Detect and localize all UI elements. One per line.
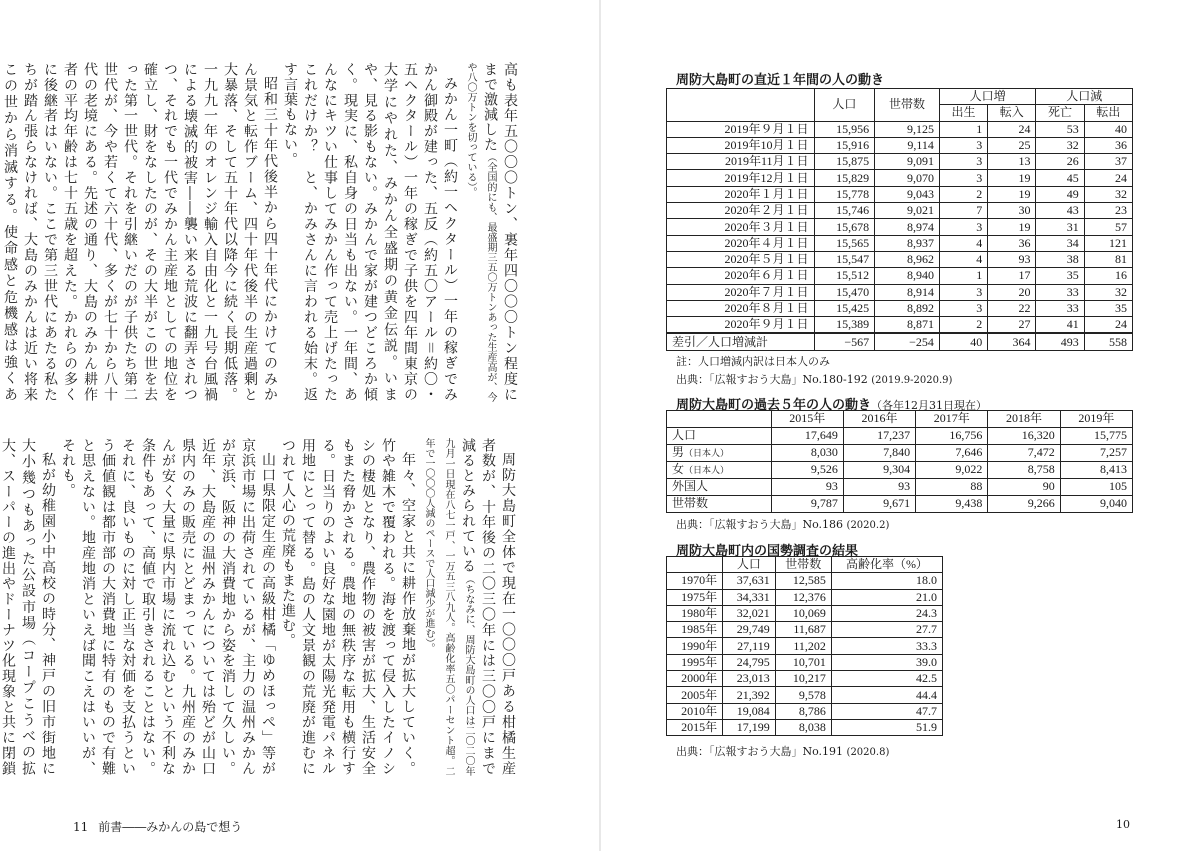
table1-row [667, 284, 1133, 300]
table1-row [667, 268, 1133, 284]
table3-value-cell: 21,392 [723, 687, 776, 703]
table1-value-cell: 24 [1084, 317, 1132, 334]
table3-row [667, 719, 943, 735]
table3-row [667, 622, 943, 638]
table1-value-cell: 9,114 [875, 137, 940, 153]
table1-value-cell: 15,512 [814, 268, 875, 284]
table1-value-cell: 53 [1036, 121, 1084, 137]
table1-date-cell: 2020年７月１日 [667, 284, 815, 300]
table2-value-cell: 7,472 [988, 444, 1060, 461]
table2-row-label-text: 世帯数 [672, 495, 709, 510]
table1-value-cell: 3 [939, 137, 987, 153]
table3-source [676, 743, 889, 759]
table1-value-cell: 8,892 [875, 300, 940, 316]
table1-value-cell: 32 [1084, 284, 1132, 300]
table1-header-decrease: 人口減 [1036, 89, 1133, 105]
table1-date-cell: 2020年４月１日 [667, 235, 815, 251]
table1-date-cell: 2020年８月１日 [667, 300, 815, 316]
table3-value-cell: 9,578 [775, 687, 831, 703]
table1-value-cell: 8,940 [875, 268, 940, 284]
table1-value-cell: 19 [988, 219, 1036, 235]
table3-source-text: 出典：「広報すおう大島」No.191 [676, 745, 844, 758]
table1-header-increase: 人口増 [939, 89, 1036, 105]
paragraph-note: （全国的にも、最盛期三五〇万トンあった生産高が、今や八〇万トンを切っている）。 [465, 62, 496, 402]
table2-row-label-text: 男 [672, 444, 685, 459]
table1-value-cell: 27 [988, 317, 1036, 334]
table1-note: 註：人口増減内訳は日本人のみ [676, 355, 830, 368]
table1-value-cell: 34 [1036, 235, 1084, 251]
table1-value-cell: 41 [1036, 317, 1084, 334]
table1-value-cell: 9,070 [875, 170, 940, 186]
table3-row [667, 687, 943, 703]
table3-row [667, 638, 943, 654]
table2-source-period: (2020.2) [846, 520, 890, 531]
table1-value-cell: 38 [1036, 251, 1084, 267]
table1-value-cell: 15,916 [814, 137, 875, 153]
table3-year-cell: 2005年 [667, 687, 723, 703]
table3-value-cell: 44.4 [831, 687, 942, 703]
table3-row [667, 654, 943, 670]
table2-header-blank [667, 411, 772, 428]
table1-value-cell: 8,974 [875, 219, 940, 235]
table1-source-period: (2019.9-2020.9) [871, 375, 953, 386]
table3-value-cell: 17,199 [723, 719, 776, 735]
table1-value-cell: 121 [1084, 235, 1132, 251]
table1-value-cell: 37 [1084, 154, 1132, 170]
table3-year-cell: 2000年 [667, 671, 723, 687]
table2-value-cell: 8,758 [988, 461, 1060, 478]
table3-row [667, 589, 943, 605]
table3-source-period: (2020.8) [846, 747, 890, 758]
table1-value-cell: 24 [988, 121, 1036, 137]
table1-value-cell: 3 [939, 300, 987, 316]
paragraph: 私が幼稚園小中高校の時分、神戸の旧市街地に大小幾つもあった公設市場（コープこうべの拡大、スーパーの進出やドーナツ化現象と共に閉鎖 [0, 438, 56, 776]
table3-value-cell: 10,701 [775, 654, 831, 670]
table1 [666, 88, 1133, 351]
table2-header-year: 2019年 [1060, 411, 1132, 428]
table1-value-cell: 19 [988, 186, 1036, 202]
table1-value-cell: 15,547 [814, 251, 875, 267]
table1-row [667, 137, 1133, 153]
paragraph [460, 62, 520, 402]
table2-title-text: 周防大島町の過去５年の人の動き [676, 398, 872, 413]
table3-value-cell: 21.0 [831, 589, 942, 605]
table1-value-cell: 15,875 [814, 154, 875, 170]
table3-body [667, 573, 943, 736]
table2-value-cell: 7,646 [916, 444, 988, 461]
table1-value-cell: 9,043 [875, 186, 940, 202]
table1-total-row [667, 333, 1133, 350]
table3-value-cell: 33.3 [831, 638, 942, 654]
table1-value-cell: 22 [988, 300, 1036, 316]
table1-value-cell: 36 [1084, 137, 1132, 153]
table3-row [667, 671, 943, 687]
table1-value-cell: 15,425 [814, 300, 875, 316]
table2-row [667, 444, 1133, 461]
table3-header-population: 人口 [723, 557, 776, 573]
table3-value-cell: 19,084 [723, 703, 776, 719]
table1-row [667, 170, 1133, 186]
table2-header-year: 2016年 [843, 411, 915, 428]
table2-row-label [667, 495, 772, 512]
table1-value-cell: 24 [1084, 170, 1132, 186]
table1-header-birth: 出生 [939, 105, 987, 121]
table1-row [667, 154, 1133, 170]
table3-value-cell: 32,021 [723, 605, 776, 621]
table2-row-label-note: （日本人） [684, 447, 730, 458]
table1-value-cell: 7 [939, 203, 987, 219]
table3-value-cell: 11,687 [775, 622, 831, 638]
table3-value-cell: 8,038 [775, 719, 831, 735]
table2-value-cell: 9,787 [771, 495, 843, 512]
table1-value-cell: 32 [1084, 186, 1132, 202]
table2-value-cell: 9,671 [843, 495, 915, 512]
table1-value-cell: 43 [1036, 203, 1084, 219]
table1-value-cell: 8,871 [875, 317, 940, 334]
table1-row [667, 300, 1133, 316]
table3-year-cell: 1980年 [667, 605, 723, 621]
table2-value-cell: 9,040 [1060, 495, 1132, 512]
table1-value-cell: 3 [939, 170, 987, 186]
table3-value-cell: 12,376 [775, 589, 831, 605]
table1-value-cell: 31 [1036, 219, 1084, 235]
table3-value-cell: 42.5 [831, 671, 942, 687]
table1-source-text: 出典：「広報すおう大島」No.180-192 [676, 373, 868, 386]
table3-year-cell: 2010年 [667, 703, 723, 719]
table2-body [667, 427, 1133, 512]
table3-value-cell: 18.0 [831, 573, 942, 589]
paragraph [418, 438, 518, 776]
table1-value-cell: 16 [1084, 268, 1132, 284]
table1-value-cell: 36 [988, 235, 1036, 251]
page-gutter [599, 0, 601, 851]
table1-date-cell: 2020年９月１日 [667, 317, 815, 334]
table1-row [667, 219, 1133, 235]
table1-value-cell: 30 [988, 203, 1036, 219]
page-number: 11 [73, 820, 89, 834]
table3-value-cell: 39.0 [831, 654, 942, 670]
table2-value-cell: 9,266 [988, 495, 1060, 512]
table2-value-cell: 17,237 [843, 427, 915, 444]
table3-value-cell: 10,069 [775, 605, 831, 621]
table2-row-label [667, 461, 772, 478]
table1-value-cell: 3 [939, 154, 987, 170]
table1-row [667, 251, 1133, 267]
table2-value-cell: 93 [843, 478, 915, 495]
table1-value-cell: 81 [1084, 251, 1132, 267]
running-title: 前書――みかんの島で想う [98, 820, 243, 834]
table1-value-cell: 15,678 [814, 219, 875, 235]
table1-value-cell: 4 [939, 235, 987, 251]
table2-header-year: 2015年 [771, 411, 843, 428]
table2-source-text: 出典：「広報すおう大島」No.186 [676, 518, 844, 531]
table1-value-cell: 2 [939, 186, 987, 202]
table3-value-cell: 27,119 [723, 638, 776, 654]
table2-header-year: 2017年 [916, 411, 988, 428]
table1-date-cell: 2019年10月１日 [667, 137, 815, 153]
table2-value-cell: 16,320 [988, 427, 1060, 444]
table2-header-year: 2018年 [988, 411, 1060, 428]
paragraph-text: 周防大島町全体で現在一〇〇〇戸ある柑橘生産者数が、十年後の二〇三〇年には三〇〇戸にまで減るとみられている [460, 438, 516, 776]
table1-value-cell: 45 [1036, 170, 1084, 186]
table1-body [667, 121, 1133, 350]
table2-value-cell: 8,413 [1060, 461, 1132, 478]
table2-value-cell: 88 [916, 478, 988, 495]
table3 [666, 556, 943, 736]
table3-value-cell: 51.9 [831, 719, 942, 735]
table3-value-cell: 11,202 [775, 638, 831, 654]
table2-value-cell: 9,438 [916, 495, 988, 512]
lower-text-block [0, 438, 518, 777]
table2-row [667, 461, 1133, 478]
table3-value-cell: 27.7 [831, 622, 942, 638]
table1-value-cell: 15,829 [814, 170, 875, 186]
table2-value-cell: 16,756 [916, 427, 988, 444]
table1-value-cell: 9,021 [875, 203, 940, 219]
table1-value-cell: 15,956 [814, 121, 875, 137]
table3-year-cell: 1985年 [667, 622, 723, 638]
table1-value-cell: 25 [988, 137, 1036, 153]
table1-value-cell: 93 [988, 251, 1036, 267]
table3-row [667, 605, 943, 621]
table1-row [667, 317, 1133, 334]
table1-value-cell: 15,778 [814, 186, 875, 202]
table2-value-cell: 7,840 [843, 444, 915, 461]
table2 [666, 410, 1133, 513]
table2-value-cell: 8,030 [771, 444, 843, 461]
table1-value-cell: 57 [1084, 219, 1132, 235]
table1-value-cell: 15,746 [814, 203, 875, 219]
table2-row-label-text: 外国人 [672, 478, 709, 493]
table1-date-cell: 2019年９月１日 [667, 121, 815, 137]
paragraph: 山口県限定生産の高級柑橘「ゆめほっぺ」等が京浜市場に出荷されているが、主力の温州みかんが京浜、阪神の大消費地から姿を消して久しい。近年、大島産の温州みかんについては殆どが山口県内のみの販売にとどまっている。九州産のみかんが安く大量に県内市場に流れ込むという不利な条件もあって、高値で取引きされることはない。それに、良いものに対し正当な対価を支払うという価値観は都市部の大消費地に特有のもので有難と思えない。地産地消といえば聞こえはいいが、それも。 [60, 438, 276, 776]
table1-value-cell: 49 [1036, 186, 1084, 202]
table3-year-cell: 1995年 [667, 654, 723, 670]
table1-total-value: 364 [988, 333, 1036, 350]
table1-row [667, 121, 1133, 137]
table3-value-cell: 12,585 [775, 573, 831, 589]
table2-row-label [667, 478, 772, 495]
table1-date-cell: 2020年２月１日 [667, 203, 815, 219]
table3-value-cell: 10,217 [775, 671, 831, 687]
table1-row [667, 235, 1133, 251]
table3-title: 周防大島町内の国勢調査の結果 [676, 544, 859, 559]
table1-date-cell: 2019年12月１日 [667, 170, 815, 186]
table3-header-blank [667, 557, 723, 573]
table1-value-cell: 40 [1084, 121, 1132, 137]
table1-value-cell: 8,937 [875, 235, 940, 251]
table1-value-cell: 1 [939, 121, 987, 137]
table1-header-population: 人口 [814, 89, 875, 122]
table3-value-cell: 47.7 [831, 703, 942, 719]
table1-value-cell: 1 [939, 268, 987, 284]
table1-value-cell: 35 [1036, 268, 1084, 284]
table2-source [676, 516, 889, 532]
paragraph-text: 高も表年五〇〇〇トン、裏年四〇〇〇トン程度にまで激減した [482, 62, 518, 402]
table1-total-value: −567 [814, 333, 875, 350]
table2-row-label-text: 女 [672, 461, 685, 476]
table2-value-cell: 7,257 [1060, 444, 1132, 461]
table1-value-cell: 19 [988, 170, 1036, 186]
table1-value-cell: 26 [1036, 154, 1084, 170]
table2-row [667, 495, 1133, 512]
table3-value-cell: 24,795 [723, 654, 776, 670]
table1-value-cell: 15,470 [814, 284, 875, 300]
table1-value-cell: 8,962 [875, 251, 940, 267]
table3-value-cell: 29,749 [723, 622, 776, 638]
table1-value-cell: 9,125 [875, 121, 940, 137]
table1-value-cell: 17 [988, 268, 1036, 284]
table1-value-cell: 9,091 [875, 154, 940, 170]
table2-value-cell: 9,526 [771, 461, 843, 478]
table1-value-cell: 13 [988, 154, 1036, 170]
table3-header-aging: 高齢化率（%） [831, 557, 942, 573]
table1-row [667, 203, 1133, 219]
table1-value-cell: 32 [1036, 137, 1084, 153]
table1-value-cell: 3 [939, 284, 987, 300]
table3-year-cell: 1970年 [667, 573, 723, 589]
table2-row [667, 478, 1133, 495]
table2-value-cell: 15,775 [1060, 427, 1132, 444]
table3-value-cell: 23,013 [723, 671, 776, 687]
table1-title: 周防大島町の直近１年間の人の動き [676, 73, 885, 88]
table1-date-cell: 2019年11月１日 [667, 154, 815, 170]
table2-row-label [667, 427, 772, 444]
table1-date-cell: 2020年１月１日 [667, 186, 815, 202]
table2-value-cell: 17,649 [771, 427, 843, 444]
right-page-number: 10 [1116, 818, 1130, 831]
paragraph: 年々、空家と共に耕作放棄地が拡大していく。竹や雑木で覆われる。海を渡って侵入したイノシシの棲処となり、農作物の被害が拡大、生活安全もまた脅かされる。農地の無秩序な転用も横行する。日当りのよい良好な園地が太陽光発電パネル用地にとって替る。島の人文景観の荒廃が進むにつれて人心の荒廃もまた進む。 [280, 438, 416, 776]
table3-year-cell: 1975年 [667, 589, 723, 605]
table1-row [667, 186, 1133, 202]
table1-date-cell: 2020年３月１日 [667, 219, 815, 235]
table2-row-label-text: 人口 [672, 427, 697, 442]
table1-value-cell: 8,914 [875, 284, 940, 300]
table1-header-moveout: 転出 [1084, 105, 1132, 121]
table1-date-cell: 2020年５月１日 [667, 251, 815, 267]
upper-text-block [2, 62, 520, 402]
table1-source [676, 371, 952, 387]
table1-header-death: 死亡 [1036, 105, 1084, 121]
table2-value-cell: 105 [1060, 478, 1132, 495]
table1-value-cell: 23 [1084, 203, 1132, 219]
table2-header-row [667, 411, 1133, 428]
table1-total-value: −254 [875, 333, 940, 350]
table1-date-cell: 2020年６月１日 [667, 268, 815, 284]
table1-header-movein: 転入 [988, 105, 1036, 121]
table1-value-cell: 33 [1036, 300, 1084, 316]
table1-total-value: 40 [939, 333, 987, 350]
table3-row [667, 573, 943, 589]
table3-value-cell: 8,786 [775, 703, 831, 719]
table2-row [667, 427, 1133, 444]
table3-year-cell: 1990年 [667, 638, 723, 654]
table3-header-households: 世帯数 [775, 557, 831, 573]
table2-value-cell: 90 [988, 478, 1060, 495]
table1-value-cell: 20 [988, 284, 1036, 300]
paragraph-note: （ちなみに、周防大島町の人口は二〇二〇年九月一日現在八七一戸、一万五三八九人。高齢化率五〇パーセント超。二年で一〇〇〇人減のペースで人口減少が進む）。 [423, 438, 474, 777]
table2-row-label [667, 444, 772, 461]
table1-total-label: 差引／人口増減計 [667, 333, 815, 350]
table2-value-cell: 9,022 [916, 461, 988, 478]
table1-value-cell: 15,389 [814, 317, 875, 334]
table1-value-cell: 3 [939, 219, 987, 235]
table3-value-cell: 37,631 [723, 573, 776, 589]
paragraph: 昭和三十年代後半から四十年代にかけてのみかん景気と転作ブーム、四十年代後半の生産過剰と大暴落、そして五十年代以降今に続く長期低落。一九九一年のオレンジ輸入自由化と一九号台風禍による壊滅的被害――襲い来る荒波に翻弄されつつ、それでも一代でみかん主産地としての地位を確立し、財をなしたのが、その大半がこの世を去った第一世代。それを引継いだのが子供たち第二世代が、今や若くて六十代、多くが七十から八十代の老境にある。先述の通り、大島のみかん耕作者の平均年齢は七十五歳を超えた。かれらの多くに後継者はいない。ここで第三世代にあたる私たちが踏ん張らなければ、大島のみかんは近い将来この世から消滅する。使命感と危機感は強くあ [2, 62, 278, 402]
left-page-footer [73, 818, 252, 835]
table3-row [667, 703, 943, 719]
paragraph: みかん一町（約一ヘクタール）一年の稼ぎでみかん御殿が建った、五反（約五〇アール＝約〇・五ヘクタール）一年の稼ぎで子供を四年間東京の大学にやれた、みかん全盛期の黄金伝説。いまや、見る影もない。みかんで家が建つどころか傾く。現実に、私自身の日当も出ない。一年間、あんなにキツい仕事してみかん作って売上げたったこれだけか？ と、かみさんに言われる始末。返す言葉もない。 [282, 62, 458, 402]
table1-value-cell: 33 [1036, 284, 1084, 300]
table1-value-cell: 35 [1084, 300, 1132, 316]
table1-value-cell: 2 [939, 317, 987, 334]
table1-header-blank [667, 89, 815, 122]
table2-value-cell: 93 [771, 478, 843, 495]
table3-value-cell: 24.3 [831, 605, 942, 621]
table3-year-cell: 2015年 [667, 719, 723, 735]
table3-value-cell: 34,331 [723, 589, 776, 605]
table2-value-cell: 9,304 [843, 461, 915, 478]
table2-row-label-note: （日本人） [684, 464, 730, 475]
table1-total-value: 493 [1036, 333, 1084, 350]
table1-value-cell: 15,565 [814, 235, 875, 251]
table2-subtitle: （各年12月31日現在） [871, 399, 988, 412]
table1-total-value: 558 [1084, 333, 1132, 350]
table1-value-cell: 4 [939, 251, 987, 267]
table1-header-households: 世帯数 [875, 89, 940, 122]
